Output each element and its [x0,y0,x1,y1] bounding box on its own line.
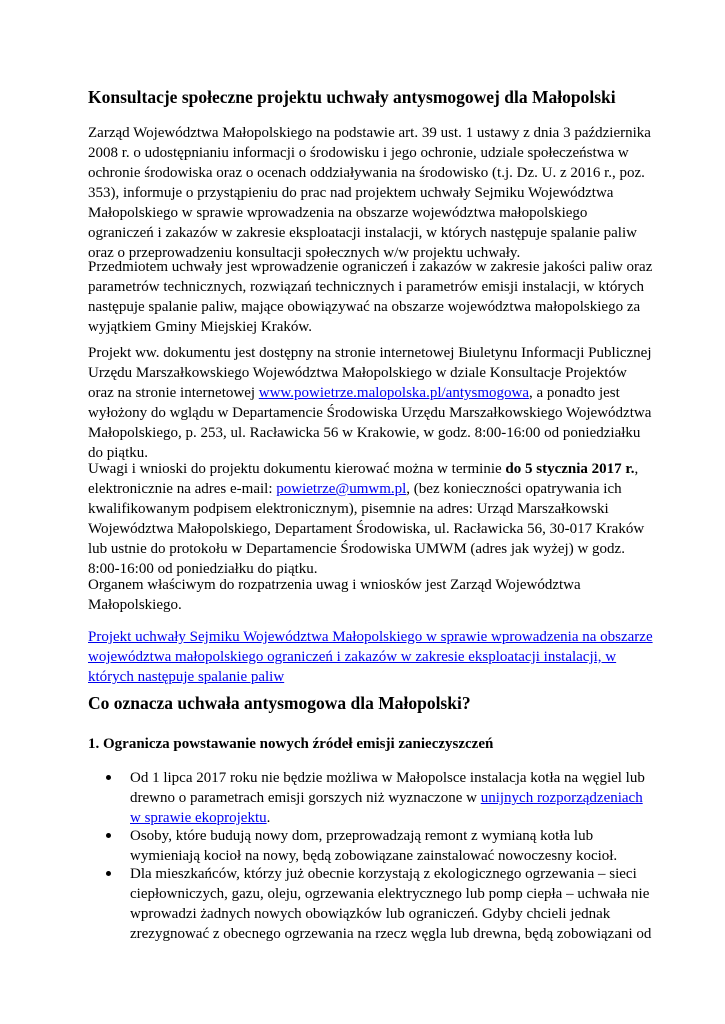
paragraph-authority [88,575,648,615]
list-item-text [130,864,651,944]
text-segment: oraz na stronie internetowej [88,385,259,401]
ecodesign-link[interactable]: unijnych rozporządzeniach [480,790,643,806]
list-item-text [130,768,645,828]
text-line: lub ustnie do protokołu w Departamencie Środowiska UMWM (adres jak wyżej) w godz. [88,541,625,557]
text-line: wymieniają kocioł na nowy, będą zobowiązane zainstalować nowoczesny kocioł. [130,848,618,864]
text-line: Organem właściwym do rozpatrzenia uwag i wniosków jest Zarząd Województwa [88,577,581,593]
text-segment: , a ponadto jest [529,385,620,401]
ecodesign-link-continued[interactable]: w sprawie ekoprojektu [130,810,267,826]
resolution-project-link[interactable] [88,627,653,687]
text-segment: Uwagi i wnioski do projektu dokumentu kierować można w terminie [88,461,506,477]
paragraph-comments [88,459,648,579]
text-line: wyłożony do wglądu w Departamencie Środowiska Urzędu Marszałkowskiego Województwa [88,405,652,421]
link-line[interactable]: województwa małopolskiego ograniczeń i zakazów w zakresie eksploatacji instalacji, w [88,649,617,665]
text-line: Zarząd Województwa Małopolskiego na podstawie art. 39 ust. 1 ustawy z dnia 3 października [88,125,651,141]
text-line: zrezygnować z obecnego ogrzewania na rzecz węgla lub drewna, będą zobowiązani od [130,926,652,942]
text-line: do piątku. [88,445,148,461]
text-line: ochronie środowiska oraz o ocenach oddziaływania na środowisko (t.j. Dz. U. z 2016 r., poz. [88,165,645,181]
subsection-heading: 1. Ogranicza powstawanie nowych źródeł emisji zanieczyszczeń [88,736,494,752]
text-line: ograniczeń i zakazów w zakresie eksploatacji instalacji, w których następuje spalanie paliw [88,225,637,241]
text-segment: , [634,461,639,477]
text-line: wyjątkiem Gminy Miejskiej Kraków. [88,319,312,335]
bullet-icon [106,871,111,876]
paragraph-availability [88,343,652,463]
text-line: następuje spalanie paliw, mające obowiązywać na obszarze województwa małopolskiego za [88,299,641,315]
text-segment: , (bez konieczności opatrywania ich [406,481,622,497]
text-line: wprowadzi żadnych nowych obowiązków lub ograniczeń. Gdyby chcieli jednak [130,906,611,922]
paragraph-subject [88,257,653,337]
bullet-icon [106,775,111,780]
page-title: Konsultacje społeczne projektu uchwały antysmogowej dla Małopolski [88,87,616,107]
text-line: Od 1 lipca 2017 roku nie będzie możliwa w Małopolsce instalacja kotła na węgiel lub [130,770,645,786]
text-line: 353), informuje o przystąpieniu do prac nad projektem uchwały Sejmiku Województwa [88,185,614,201]
website-link[interactable]: www.powietrze.malopolska.pl/antysmogowa [258,385,529,401]
list-item-text [130,826,617,866]
text-line: kwalifikowanym podpisem elektronicznym), pisemnie na adres: Urząd Marszałkowski [88,501,609,517]
text-line: Dla mieszkańców, którzy już obecnie korzystają z ekologicznego ogrzewania – sieci [130,866,637,882]
text-segment: drewno o parametrach emisji gorszych niż wyznaczone w [130,790,481,806]
text-line [130,808,645,828]
text-line: Małopolskiego w sprawie wprowadzenia na obszarze województwa małopolskiego [88,205,588,221]
text-line: Urzędu Marszałkowskiego Województwa Małopolskiego w dziale Konsultacje Projektów [88,365,627,381]
text-segment: . [266,810,271,826]
email-link[interactable]: powietrze@umwm.pl [276,481,407,497]
text-line: 8:00-16:00 od poniedziałku do piątku. [88,561,318,577]
link-line[interactable]: których następuje spalanie paliw [88,669,285,685]
text-line: 2008 r. o udostępnianiu informacji o środowisku i jego ochronie, udziale społeczeństwa w [88,145,629,161]
text-line [88,459,648,479]
link-line[interactable]: Projekt uchwały Sejmiku Województwa Małopolskiego w sprawie wprowadzenia na obszarze [88,629,653,645]
text-line [88,479,648,499]
text-line: parametrów technicznych, rozwiązań technicznych i parametrów emisji instalacji, w których [88,279,645,295]
text-line: Przedmiotem uchwały jest wprowadzenie ograniczeń i zakazów w zakresie jakości paliw oraz [88,259,653,275]
section-heading: Co oznacza uchwała antysmogowa dla Małopolski? [88,693,471,713]
text-line: Województwa Małopolskiego, Departament Środowiska, ul. Racławicka 56, 30-017 Kraków [88,521,645,537]
text-line: ciepłowniczych, gazu, oleju, ogrzewania elektrycznego lub pomp ciepła – uchwała nie [130,886,650,902]
text-line [88,383,648,403]
text-line: Projekt ww. dokumentu jest dostępny na stronie internetowej Biuletynu Informacji Publicznej [88,345,652,361]
paragraph-intro [88,123,651,263]
text-line [130,788,645,808]
bullet-icon [106,833,111,838]
text-line: Osoby, które budują nowy dom, przeprowadzają remont z wymianą kotła lub [130,828,594,844]
text-segment: elektronicznie na adres e-mail: [88,481,277,497]
deadline-date: do 5 stycznia 2017 r. [505,461,635,477]
text-line: Małopolskiego. [88,597,182,613]
text-line: Małopolskiego, p. 253, ul. Racławicka 56 w Krakowie, w godz. 8:00-16:00 od poniedziałku [88,425,641,441]
text-line: oraz o przeprowadzeniu konsultacji społecznych w/w projektu uchwały. [88,245,521,261]
